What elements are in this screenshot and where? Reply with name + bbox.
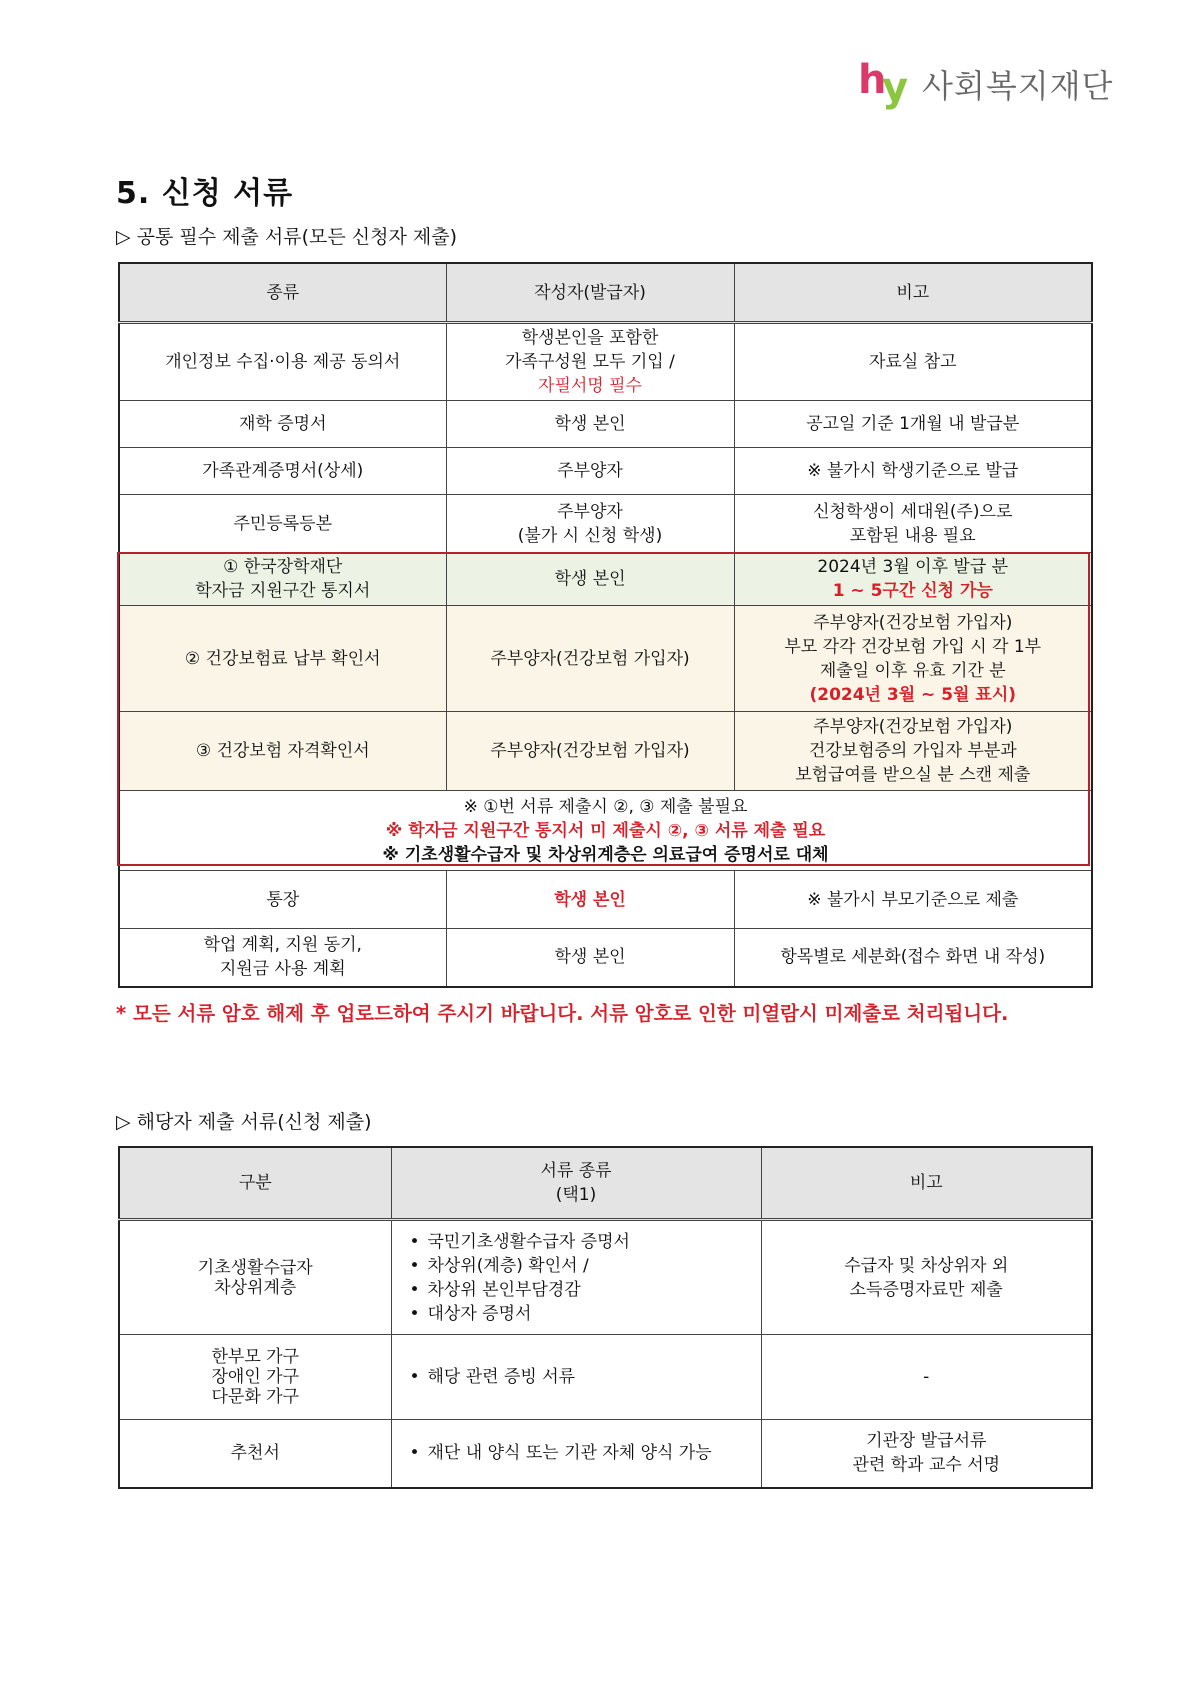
continuation-line: 차상위 본인부담경감	[427, 1279, 581, 1300]
note-line: 보험급여를 받으실 분 스캔 제출	[795, 765, 1031, 785]
note-line: 부모 각각 건강보험 가입 시 각 1부	[784, 636, 1042, 657]
note-line: 건강보험증의 가입자 부분과	[808, 741, 1017, 761]
doc-list	[398, 1441, 755, 1465]
list-item-continuation	[410, 1302, 755, 1326]
logo-mark-h: h	[858, 57, 887, 103]
table-row	[119, 495, 1092, 553]
type-line: 학업 계획, 지원 동기,	[203, 935, 362, 956]
doc-issuer: 학생 본인	[446, 553, 734, 606]
category	[119, 1335, 391, 1420]
hy-logo-mark	[858, 58, 920, 110]
doc-note	[761, 1220, 1092, 1335]
doc-issuer: 학생 본인	[446, 871, 734, 929]
date-range-highlight: (2024년 3월 ~ 5월 표시)	[809, 684, 1017, 705]
doc-type: 재학 증명서	[119, 401, 446, 448]
header-doc-kind	[391, 1147, 761, 1220]
category-line: 장애인 가구	[211, 1367, 299, 1387]
doc-issuer: 학생 본인	[446, 929, 734, 987]
list-item: • 국민기초생활수급자 증명서	[410, 1230, 755, 1254]
signature-required-text: 자필서명 필수	[538, 376, 642, 396]
issuer-line: 주부양자	[557, 501, 623, 522]
doc-note: 공고일 기준 1개월 내 발급분	[734, 401, 1092, 448]
doc-type	[119, 553, 446, 606]
table-header-row	[119, 1147, 1092, 1220]
type-line: ① 한국장학재단	[223, 557, 343, 577]
doc-type: ② 건강보험료 납부 확인서	[119, 606, 446, 712]
header-type: 종류	[119, 263, 446, 323]
logo-mark-y: y	[882, 65, 909, 111]
notice-row	[119, 791, 1092, 871]
header-category: 구분	[119, 1147, 391, 1220]
common-documents-table	[118, 262, 1093, 988]
category-line: 차상위계층	[214, 1277, 297, 1298]
list-item-continuation	[410, 1278, 755, 1302]
doc-type: ③ 건강보험 자격확인서	[119, 712, 446, 791]
doc-note: 항목별로 세분화(접수 화면 내 작성)	[734, 929, 1092, 987]
note-line: 2024년 3월 이후 발급 분	[817, 557, 1009, 577]
doc-note	[761, 1420, 1092, 1488]
table-row	[119, 448, 1092, 495]
doc-note: 자료실 참고	[734, 323, 1092, 401]
conditional-documents-table	[118, 1146, 1093, 1489]
continuation-line: 대상자 증명서	[427, 1303, 532, 1324]
header-line: (택1)	[555, 1185, 597, 1205]
category: 추천서	[119, 1420, 391, 1488]
doc-note: ※ 불가시 부모기준으로 제출	[734, 871, 1092, 929]
issuer-line: 학생본인을 포함한	[521, 328, 659, 348]
header-note: 비고	[761, 1147, 1092, 1220]
doc-issuer	[446, 323, 734, 401]
doc-note: -	[761, 1335, 1092, 1420]
table-row	[119, 553, 1092, 606]
table-row	[119, 929, 1092, 987]
doc-list	[398, 1365, 755, 1389]
submission-notice	[119, 791, 1092, 871]
issuer-line: 가족구성원 모두 기입 /	[505, 352, 675, 372]
table-row	[119, 401, 1092, 448]
doc-type: 개인정보 수집·이용 제공 동의서	[119, 323, 446, 401]
category-line: 한부모 가구	[211, 1347, 299, 1367]
doc-issuer	[446, 495, 734, 553]
type-line: 지원금 사용 계획	[219, 959, 346, 980]
doc-kinds	[391, 1420, 761, 1488]
page-title: 5. 신청 서류	[116, 176, 294, 211]
doc-issuer: 주부양자(건강보험 가입자)	[446, 712, 734, 791]
list-item: • 해당 관련 증빙 서류	[410, 1365, 755, 1389]
doc-note	[734, 553, 1092, 606]
doc-type: 주민등록등본	[119, 495, 446, 553]
doc-note	[734, 606, 1092, 712]
section1-heading: ▷ 공통 필수 제출 서류(모든 신청자 제출)	[116, 226, 457, 248]
note-line: 관련 학과 교수 서명	[852, 1455, 1001, 1476]
doc-note	[734, 712, 1092, 791]
notice-line-3: ※ 기초생활수급자 및 차상위계층은 의료급여 증명서로 대체	[382, 844, 829, 865]
note-line: 포함된 내용 필요	[849, 525, 976, 546]
doc-kinds	[391, 1220, 761, 1335]
table-header-row	[119, 263, 1092, 323]
header-note: 비고	[734, 263, 1092, 323]
doc-issuer: 주부양자	[446, 448, 734, 495]
list-item: • 재단 내 양식 또는 기관 자체 양식 가능	[410, 1441, 755, 1465]
doc-list	[398, 1230, 755, 1326]
doc-type: 통장	[119, 871, 446, 929]
doc-type	[119, 929, 446, 987]
doc-type: 가족관계증명서(상세)	[119, 448, 446, 495]
note-line: 신청학생이 세대원(주)으로	[813, 501, 1013, 522]
table-row	[119, 1220, 1092, 1335]
table-row	[119, 871, 1092, 929]
category-line: 다문화 가구	[211, 1387, 299, 1407]
category-line: 기초생활수급자	[197, 1257, 313, 1278]
note-line: 제출일 이후 유효 기간 분	[819, 660, 1006, 681]
note-line: 주부양자(건강보험 가입자)	[813, 612, 1013, 633]
table-row	[119, 323, 1092, 401]
notice-line-1: ※ ①번 서류 제출시 ②, ③ 제출 불필요	[463, 796, 748, 817]
header-issuer: 작성자(발급자)	[446, 263, 734, 323]
doc-issuer: 학생 본인	[446, 401, 734, 448]
password-warning: * 모든 서류 암호 해제 후 업로드하여 주시기 바랍니다. 서류 암호로 인한 미열람시 미제출로 처리됩니다.	[116, 1002, 1009, 1025]
category	[119, 1220, 391, 1335]
issuer-line: (불가 시 신청 학생)	[517, 525, 663, 546]
doc-kinds	[391, 1335, 761, 1420]
table-row	[119, 1420, 1092, 1488]
note-line: 수급자 및 차상위자 외	[844, 1255, 1009, 1276]
note-line: 기관장 발급서류	[866, 1431, 987, 1452]
list-item: • 차상위(계층) 확인서 /	[410, 1254, 755, 1278]
logo-text: 사회복지재단	[922, 67, 1114, 105]
note-line: 소득증명자료만 제출	[849, 1279, 1003, 1300]
foundation-logo	[858, 58, 1113, 110]
header-line: 서류 종류	[540, 1161, 612, 1181]
section2-heading: ▷ 해당자 제출 서류(신청 제출)	[116, 1111, 372, 1133]
eligibility-highlight: 1 ~ 5구간 신청 가능	[832, 581, 993, 601]
doc-issuer: 주부양자(건강보험 가입자)	[446, 606, 734, 712]
notice-line-2: ※ 학자금 지원구간 통지서 미 제출시 ②, ③ 서류 제출 필요	[385, 820, 826, 841]
note-line: 주부양자(건강보험 가입자)	[813, 717, 1013, 737]
doc-note: ※ 불가시 학생기준으로 발급	[734, 448, 1092, 495]
doc-note	[734, 495, 1092, 553]
type-line: 학자금 지원구간 통지서	[195, 581, 371, 601]
table-row	[119, 712, 1092, 791]
table-row	[119, 1335, 1092, 1420]
table-row	[119, 606, 1092, 712]
